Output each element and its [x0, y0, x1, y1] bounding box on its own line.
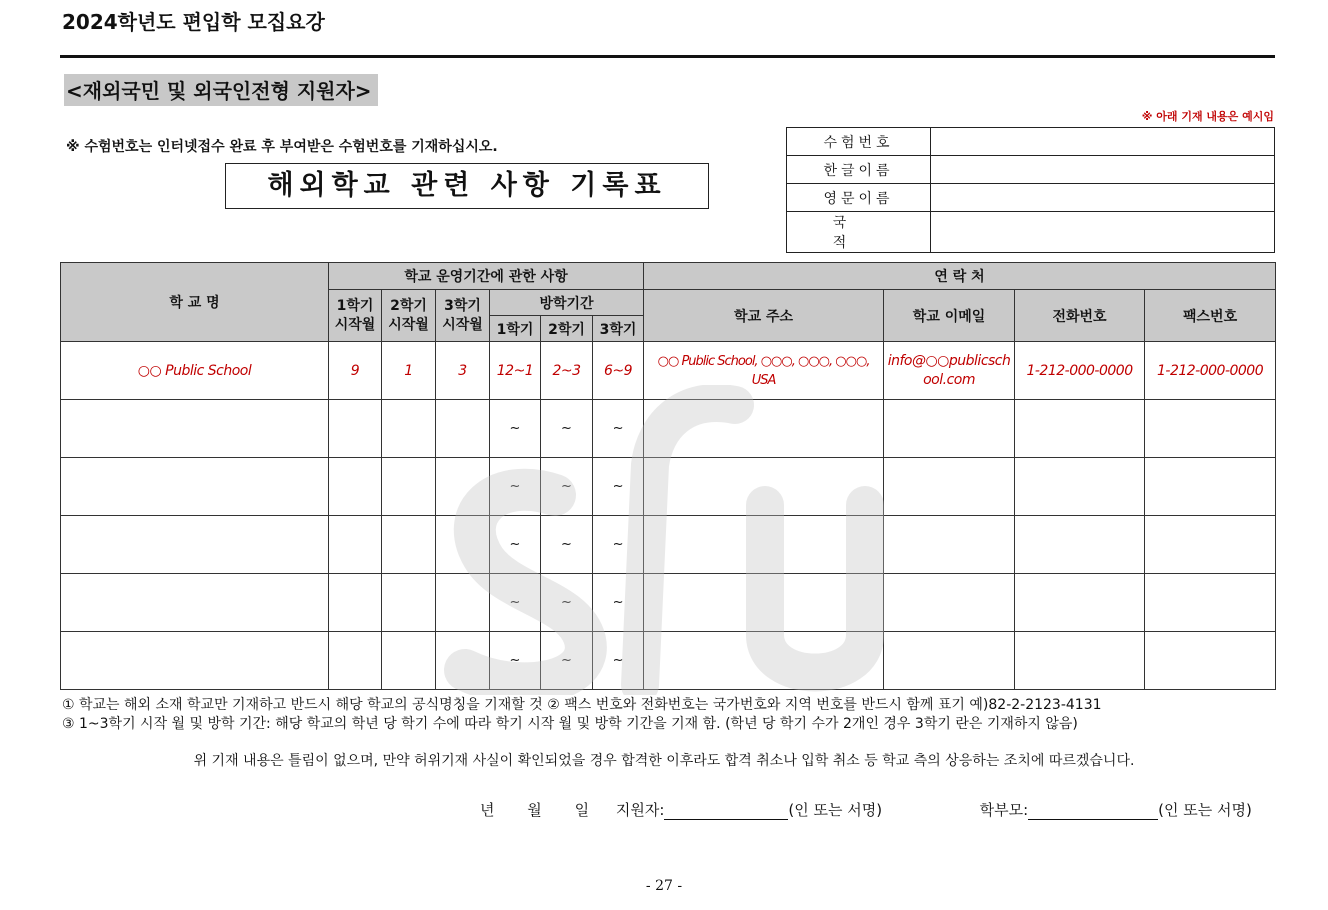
page-number: - 27 -	[645, 878, 683, 894]
cell-fax[interactable]	[1145, 458, 1276, 516]
parent-signature-field[interactable]	[1028, 803, 1158, 820]
cell-phone[interactable]	[1015, 574, 1145, 632]
cell-email[interactable]	[884, 400, 1015, 458]
cell-phone[interactable]	[1015, 400, 1145, 458]
example-email: info@○○publicschool.com	[884, 342, 1015, 400]
nationality-label: 국 적	[787, 212, 931, 253]
header-school-name: 학 교 명	[61, 263, 329, 342]
korean-name-label: 한글이름	[787, 156, 931, 184]
cell-sem3-start[interactable]	[436, 516, 490, 574]
applicant-suffix: (인 또는 서명)	[788, 801, 883, 819]
header-fax: 팩스번호	[1145, 290, 1276, 342]
header-vacation-2: 2학기	[541, 316, 593, 342]
parent-suffix: (인 또는 서명)	[1158, 801, 1252, 819]
cell-school-name[interactable]	[61, 516, 329, 574]
korean-name-field[interactable]	[931, 156, 1275, 184]
cell-fax[interactable]	[1145, 632, 1276, 690]
example-vacation-1: 12~1	[490, 342, 541, 400]
cell-vacation-3[interactable]: ~	[593, 400, 644, 458]
note-1: ① 학교는 해외 소재 학교만 기재하고 반드시 해당 학교의 공식명칭을 기재할 것 ② 팩스 번호와 전화번호는 국가번호와 지역 번호를 반드시 함께 표기 예)82-2-2123-4131	[62, 697, 1102, 713]
cell-vacation-2[interactable]: ~	[541, 516, 593, 574]
table-row	[61, 400, 1276, 458]
cell-school-name[interactable]	[61, 574, 329, 632]
header-vacation-period: 방학기간	[490, 290, 644, 316]
cell-sem1-start[interactable]	[329, 400, 382, 458]
signature-line	[480, 799, 1252, 820]
cell-fax[interactable]	[1145, 400, 1276, 458]
english-name-label: 영문이름	[787, 184, 931, 212]
header-operation-period: 학교 운영기간에 관한 사항	[329, 263, 644, 290]
cell-sem2-start[interactable]	[382, 574, 436, 632]
cell-phone[interactable]	[1015, 632, 1145, 690]
cell-sem2-start[interactable]	[382, 632, 436, 690]
header-sem3-start: 3학기 시작월	[436, 290, 490, 342]
header-school-address: 학교 주소	[644, 290, 884, 342]
cell-vacation-2[interactable]: ~	[541, 632, 593, 690]
header-vacation-1: 1학기	[490, 316, 541, 342]
cell-sem3-start[interactable]	[436, 400, 490, 458]
example-sem3-start: 3	[436, 342, 490, 400]
cell-sem3-start[interactable]	[436, 458, 490, 516]
cell-vacation-3[interactable]: ~	[593, 516, 644, 574]
header-sem2-start: 2학기 시작월	[382, 290, 436, 342]
example-phone: 1-212-000-0000	[1015, 342, 1145, 400]
header-contact: 연 락 처	[644, 263, 1276, 290]
day-label: 일	[574, 801, 590, 819]
header-phone: 전화번호	[1015, 290, 1145, 342]
cell-phone[interactable]	[1015, 458, 1145, 516]
note-2: ③ 1~3학기 시작 월 및 방학 기간: 해당 학교의 학년 당 학기 수에 따라 학기 시작 월 및 방학 기간을 기재 함. (학년 당 학기 수가 2개인 경우 3학기 란은 기재하지 않음)	[62, 716, 1078, 732]
cell-vacation-3[interactable]: ~	[593, 458, 644, 516]
cell-school-name[interactable]	[61, 632, 329, 690]
cell-vacation-2[interactable]: ~	[541, 400, 593, 458]
exam-number-label: 수험번호	[787, 128, 931, 156]
example-vacation-2: 2~3	[541, 342, 593, 400]
example-note: ※ 아래 기재 내용은 예시임	[1141, 110, 1274, 123]
cell-sem3-start[interactable]	[436, 574, 490, 632]
cell-sem1-start[interactable]	[329, 516, 382, 574]
month-label: 월	[527, 801, 542, 819]
table-row	[61, 574, 1276, 632]
cell-sem1-start[interactable]	[329, 574, 382, 632]
example-vacation-3: 6~9	[593, 342, 644, 400]
cell-address[interactable]	[644, 458, 884, 516]
overseas-school-record-table	[60, 262, 1276, 690]
header-vacation-3: 3학기	[593, 316, 644, 342]
cell-vacation-1[interactable]: ~	[490, 574, 541, 632]
cell-vacation-3[interactable]: ~	[593, 574, 644, 632]
cell-fax[interactable]	[1145, 516, 1276, 574]
cell-school-name[interactable]	[61, 458, 329, 516]
cell-school-name[interactable]	[61, 400, 329, 458]
table-row	[61, 458, 1276, 516]
parent-label: 학부모:	[979, 801, 1029, 819]
example-address: ○○ Public School, ○○○, ○○○, ○○○, USA	[644, 342, 884, 400]
table-row	[61, 516, 1276, 574]
year-label: 년	[480, 801, 495, 819]
english-name-field[interactable]	[931, 184, 1275, 212]
form-title: 해외학교 관련 사항 기록표	[225, 163, 709, 209]
cell-fax[interactable]	[1145, 574, 1276, 632]
cell-sem3-start[interactable]	[436, 632, 490, 690]
cell-address[interactable]	[644, 632, 884, 690]
table-row-example	[61, 342, 1276, 400]
applicant-label: 지원자:	[615, 801, 665, 819]
cell-sem2-start[interactable]	[382, 516, 436, 574]
cell-vacation-2[interactable]: ~	[541, 574, 593, 632]
section-title: <재외국민 및 외국인전형 지원자>	[64, 74, 378, 106]
header-divider	[60, 55, 1275, 58]
cell-address[interactable]	[644, 516, 884, 574]
cell-email[interactable]	[884, 574, 1015, 632]
cell-vacation-3[interactable]: ~	[593, 632, 644, 690]
cell-email[interactable]	[884, 458, 1015, 516]
applicant-id-box	[786, 127, 1275, 253]
table-row	[61, 632, 1276, 690]
cell-sem2-start[interactable]	[382, 400, 436, 458]
exam-number-field[interactable]	[931, 128, 1275, 156]
example-sem2-start: 1	[382, 342, 436, 400]
cell-phone[interactable]	[1015, 516, 1145, 574]
applicant-signature-field[interactable]	[664, 803, 788, 820]
example-school-name: ○○ Public School	[61, 342, 329, 400]
header-school-email: 학교 이메일	[884, 290, 1015, 342]
cell-vacation-1[interactable]: ~	[490, 516, 541, 574]
example-sem1-start: 9	[329, 342, 382, 400]
cell-sem1-start[interactable]	[329, 458, 382, 516]
cell-sem1-start[interactable]	[329, 632, 382, 690]
cell-email[interactable]	[884, 632, 1015, 690]
nationality-field[interactable]	[931, 212, 1275, 253]
cell-vacation-1[interactable]: ~	[490, 400, 541, 458]
cell-vacation-1[interactable]: ~	[490, 632, 541, 690]
exam-number-note: ※ 수험번호는 인터넷접수 완료 후 부여받은 수험번호를 기재하십시오.	[66, 139, 498, 155]
cell-address[interactable]	[644, 574, 884, 632]
declaration: 위 기재 내용은 틀림이 없으며, 만약 허위기재 사실이 확인되었을 경우 합격한 이후라도 합격 취소나 입학 취소 등 학교 측의 상응하는 조치에 따르겠습니다.	[193, 753, 1135, 769]
header-sem1-start: 1학기 시작월	[329, 290, 382, 342]
cell-vacation-1[interactable]: ~	[490, 458, 541, 516]
cell-email[interactable]	[884, 516, 1015, 574]
example-fax: 1-212-000-0000	[1145, 342, 1276, 400]
cell-vacation-2[interactable]: ~	[541, 458, 593, 516]
cell-address[interactable]	[644, 400, 884, 458]
cell-sem2-start[interactable]	[382, 458, 436, 516]
document-header-title: 2024학년도 편입학 모집요강	[62, 10, 325, 34]
